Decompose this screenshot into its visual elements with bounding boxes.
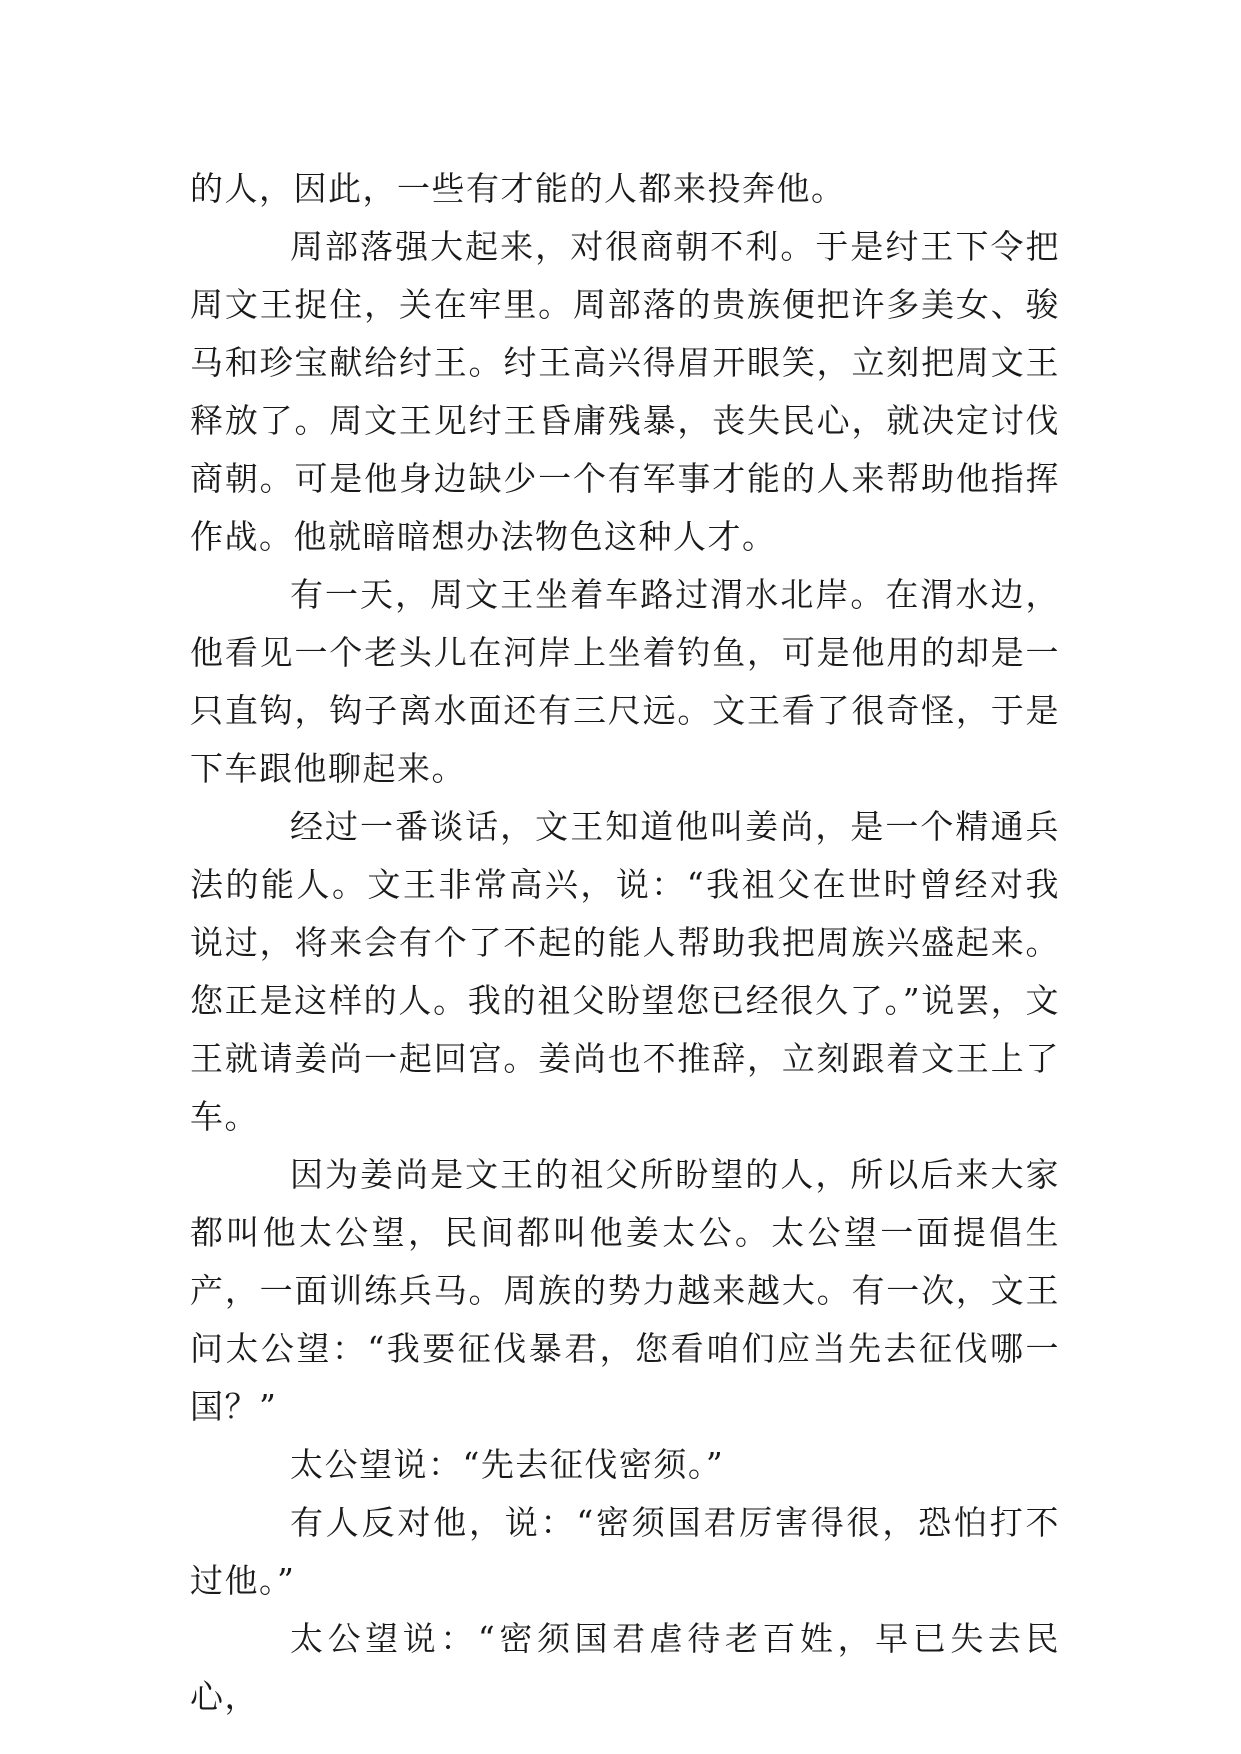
paragraph-3: 有一天，周文王坐着车路过渭水北岸。在渭水边，他看见一个老头儿在河岸上坐着钓鱼，可是他用的却是一只直钩，钩子离水面还有三尺远。文王看了很奇怪，于是下车跟他聊起来。 <box>190 575 1060 788</box>
paragraph-7: 有人反对他，说：“密须国君厉害得很，恐怕打不过他。” <box>190 1503 1060 1600</box>
paragraph-2: 周部落强大起来，对很商朝不利。于是纣王下令把周文王捉住，关在牢里。周部落的贵族便把许多美女、骏马和珍宝献给纣王。纣王高兴得眉开眼笑，立刻把周文王释放了。周文王见纣王昏庸残暴，丧失民心，就决定讨伐商朝。可是他身边缺少一个有军事才能的人来帮助他指挥作战。他就暗暗想办法物色这种人才。 <box>190 227 1060 556</box>
paragraph-4: 经过一番谈话，文王知道他叫姜尚，是一个精通兵法的能人。文王非常高兴，说：“我祖父在世时曾经对我说过，将来会有个了不起的能人帮助我把周族兴盛起来。您正是这样的人。我的祖父盼望您已经很久了。”说罢，文王就请姜尚一起回宫。姜尚也不推辞，立刻跟着文王上了车。 <box>190 807 1060 1136</box>
paragraph-1: 的人，因此，一些有才能的人都来投奔他。 <box>190 169 846 208</box>
paragraph-6: 太公望说：“先去征伐密须。” <box>290 1445 725 1484</box>
paragraph-5: 因为姜尚是文王的祖父所盼望的人，所以后来大家都叫他太公望，民间都叫他姜太公。太公望一面提倡生产，一面训练兵马。周族的势力越来越大。有一次，文王问太公望：“我要征伐暴君，您看咱们应当先去征伐哪一国？” <box>190 1155 1060 1426</box>
body-text <box>190 160 1060 1726</box>
paragraph-8: 太公望说：“密须国君虐待老百姓，早已失去民心， <box>190 1619 1060 1716</box>
